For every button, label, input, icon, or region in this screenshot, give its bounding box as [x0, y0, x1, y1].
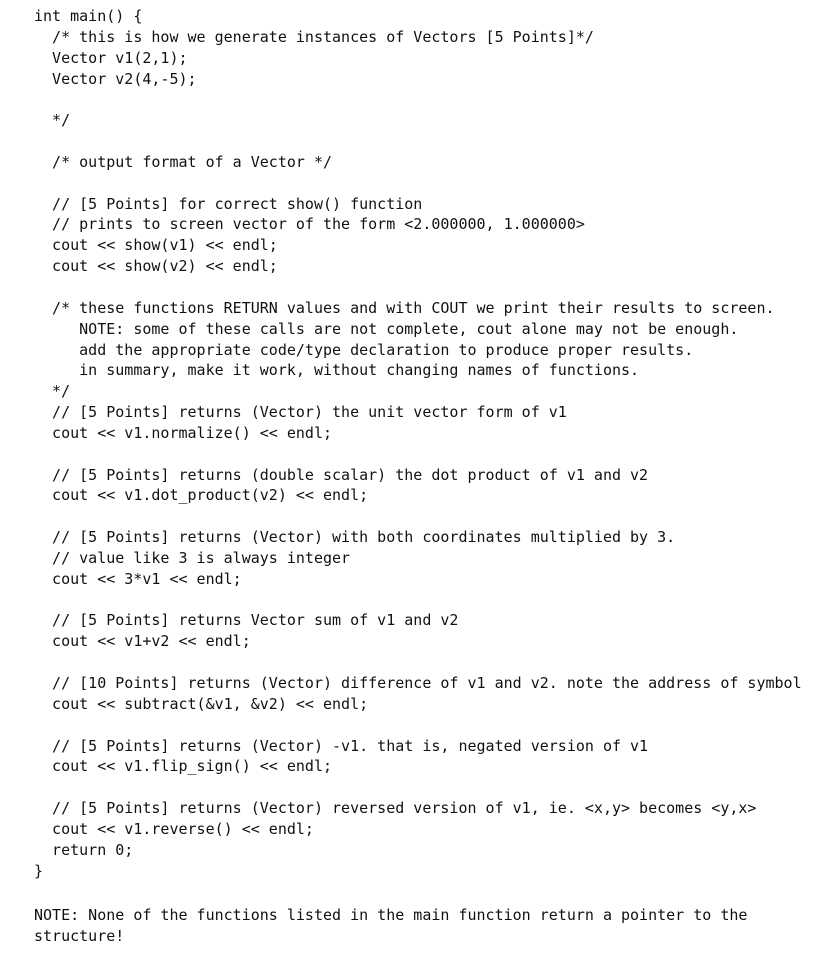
code-line: cout << show(v2) << endl; — [34, 257, 278, 276]
note-line: structure! — [34, 926, 125, 945]
code-line: } — [34, 861, 44, 880]
code-line: in summary, make it work, without changing names of functions. — [34, 361, 640, 380]
code-line: /* output format of a Vector */ — [34, 152, 333, 171]
code-line: cout << v1.normalize() << endl; — [34, 423, 333, 442]
code-line — [34, 777, 802, 798]
footer-note — [34, 905, 747, 947]
code-line: // [5 Points] returns (Vector) with both coordinates multiplied by 3. — [34, 528, 676, 547]
code-line: Vector v2(4,-5); — [34, 69, 197, 88]
code-line: */ — [34, 382, 71, 401]
code-line — [34, 131, 802, 152]
code-line: cout << v1.reverse() << endl; — [34, 819, 314, 838]
code-line — [34, 444, 802, 465]
code-line — [34, 590, 802, 611]
code-line: // [5 Points] returns (Vector) the unit vector form of v1 — [34, 403, 567, 422]
code-line: // [5 Points] returns (double scalar) the dot product of v1 and v2 — [34, 465, 649, 484]
code-line: // [5 Points] returns Vector sum of v1 and v2 — [34, 611, 459, 630]
code-line: NOTE: some of these calls are not complete, cout alone may not be enough. — [34, 319, 739, 338]
code-line: // value like 3 is always integer — [34, 548, 351, 567]
code-line — [34, 506, 802, 527]
code-line: /* these functions RETURN values and with COUT we print their results to screen. — [34, 298, 775, 317]
code-line — [34, 715, 802, 736]
code-line: // [5 Points] for correct show() function — [34, 194, 423, 213]
code-line: // prints to screen vector of the form <2.000000, 1.000000> — [34, 215, 585, 234]
code-line: */ — [34, 111, 71, 130]
code-line: cout << v1+v2 << endl; — [34, 632, 251, 651]
code-line: Vector v1(2,1); — [34, 48, 188, 67]
code-line: return 0; — [34, 840, 134, 859]
code-line: // [10 Points] returns (Vector) difference of v1 and v2. note the address of symbol — [34, 674, 802, 692]
code-listing — [34, 6, 802, 881]
code-line: cout << subtract(&v1, &v2) << endl; — [34, 694, 369, 713]
code-line: int main() { — [34, 7, 143, 25]
code-line: // [5 Points] returns (Vector) -v1. that is, negated version of v1 — [34, 736, 649, 755]
code-line: add the appropriate code/type declaration to produce proper results. — [34, 340, 694, 359]
note-line: NOTE: None of the functions listed in the main function return a pointer to the — [34, 906, 748, 924]
code-line: cout << v1.dot_product(v2) << endl; — [34, 486, 369, 505]
code-line: /* this is how we generate instances of Vectors [5 Points]*/ — [34, 27, 594, 46]
code-line — [34, 277, 802, 298]
code-line — [34, 89, 802, 110]
code-line: cout << show(v1) << endl; — [34, 236, 278, 255]
code-line — [34, 652, 802, 673]
code-line — [34, 173, 802, 194]
code-line: cout << v1.flip_sign() << endl; — [34, 757, 333, 776]
code-line: // [5 Points] returns (Vector) reversed version of v1, ie. <x,y> becomes <y,x> — [34, 799, 757, 818]
code-line: cout << 3*v1 << endl; — [34, 569, 242, 588]
